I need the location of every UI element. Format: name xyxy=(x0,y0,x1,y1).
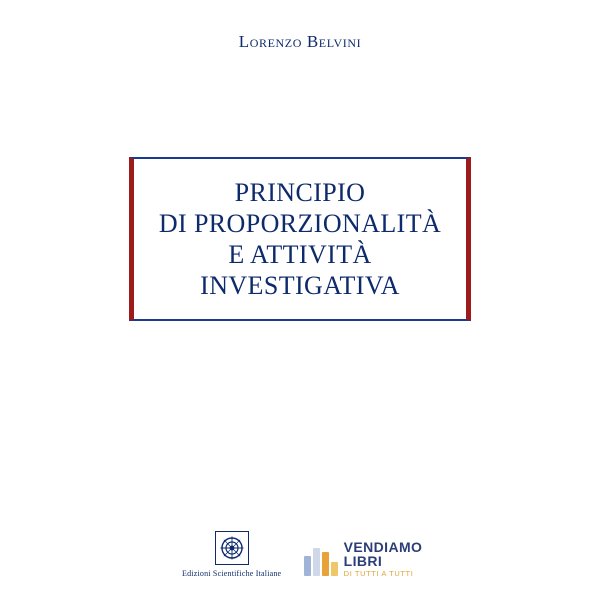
title-frame xyxy=(129,157,471,321)
partner-text xyxy=(344,540,423,578)
bars-logo-icon xyxy=(304,542,338,576)
cover-footer xyxy=(0,531,600,578)
partner-logo xyxy=(304,540,423,578)
publisher-name: Edizioni Scientifiche Italiane xyxy=(182,569,282,578)
publisher-block xyxy=(178,531,286,578)
partner-tagline: DI TUTTI A TUTTI xyxy=(343,569,414,579)
title-line-3: E ATTIVITÀ xyxy=(228,240,372,269)
title-line-2: DI PROPORZIONALITÀ xyxy=(158,209,442,238)
title-line-4: INVESTIGATIVA xyxy=(200,271,400,300)
author-name: Lorenzo Belvini xyxy=(238,32,362,51)
title-line-1: PRINCIPIO xyxy=(234,178,366,207)
partner-line-2: LIBRI xyxy=(343,553,383,570)
partner-line-1: VENDIAMO xyxy=(343,538,423,555)
publisher-emblem-icon xyxy=(215,531,249,565)
